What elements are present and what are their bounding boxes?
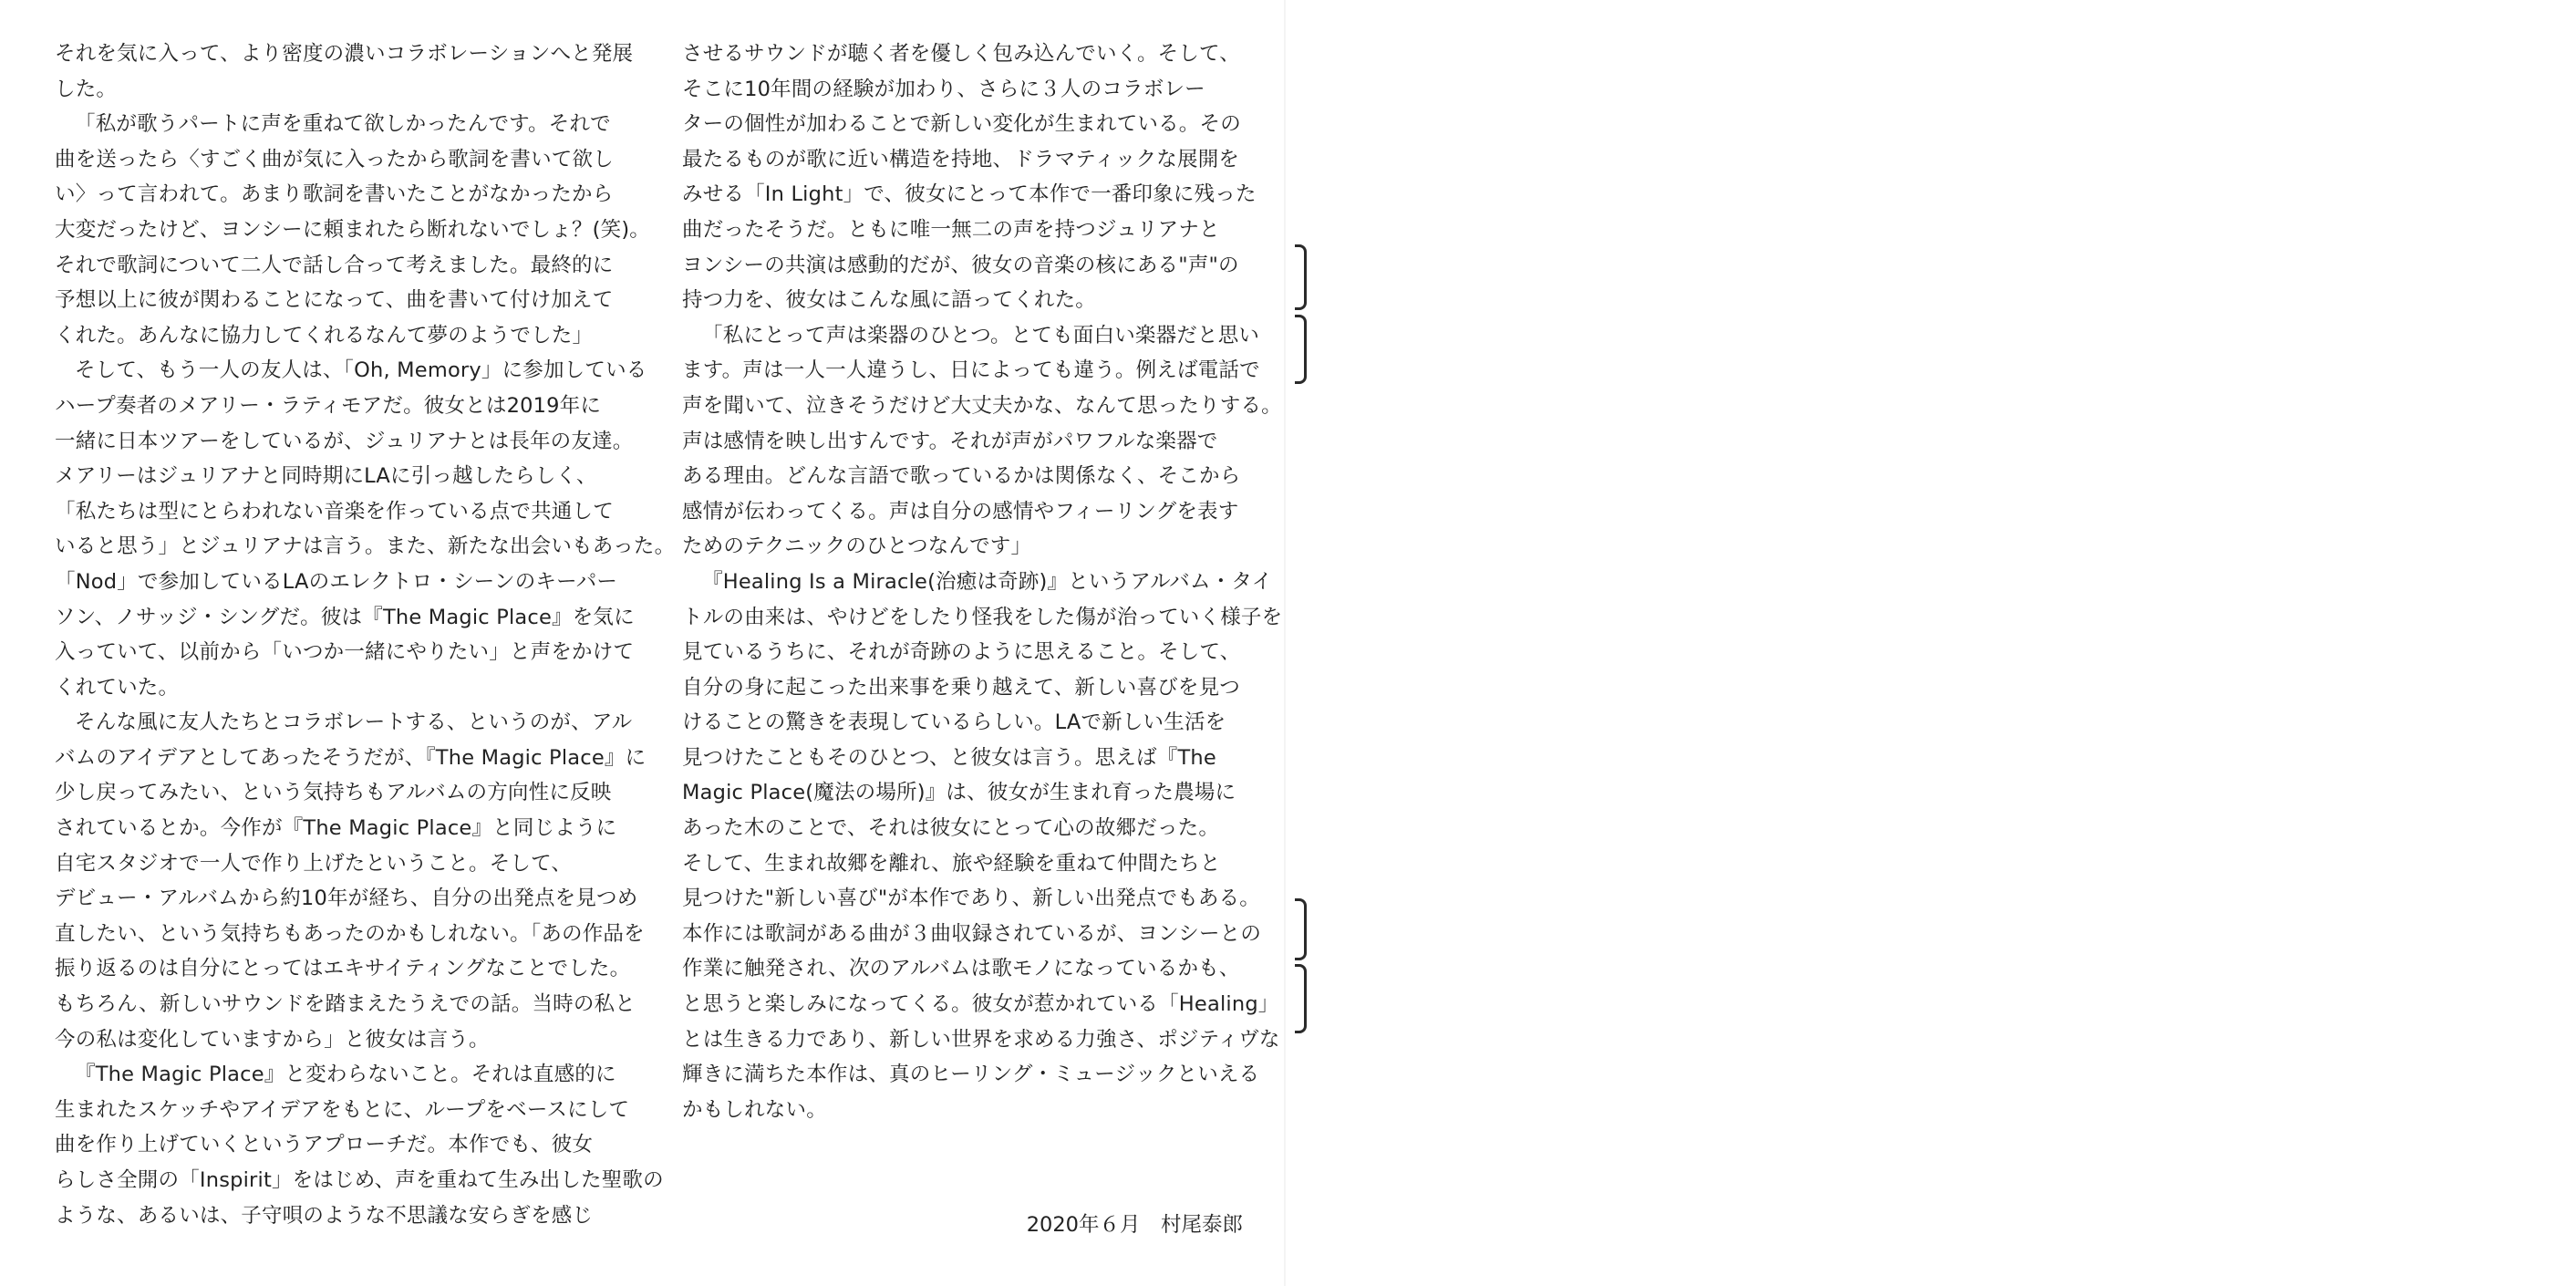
text-line: 曲を送ったら〈すごく曲が気に入ったから歌詞を書いて欲し [55, 147, 614, 171]
text-line: とは生きる力であり、新しい世界を求める力強さ、ポジティヴな [682, 1027, 1280, 1052]
text-line: 生まれたスケッチやアイデアをもとに、ループをベースにして [55, 1097, 630, 1122]
text-line: 「私が歌うパートに声を重ねて欲しかったんです。それで [75, 112, 611, 137]
text-line: トルの由来は、やけどをしたり怪我をした傷が治っていく様子を [682, 605, 1283, 629]
author-signature: 2020年６月 村尾泰郎 [1026, 1213, 1243, 1237]
text-line: 曲だったそうだ。ともに唯一無二の声を持つジュリアナと [682, 217, 1220, 242]
text-line: 本作には歌詞がある曲が３曲収録されているが、ヨンシーとの [682, 921, 1262, 946]
text-line: 見ているうちに、それが奇跡のように思えること。そして、 [682, 640, 1241, 665]
text-line: いると思う」とジュリアナは言う。また、新たな出会いもあった。 [55, 534, 676, 559]
text-line: 「私にとって声は楽器のひとつ。とても面白い楽器だと思い [702, 323, 1260, 347]
text-line: あった木のことで、それは彼女にとって心の故郷だった。 [682, 816, 1220, 841]
text-line: 「私たちは型にとらわれない音楽を作っている点で共通して [55, 499, 614, 524]
binding-staple-top-upper [1295, 244, 1307, 310]
text-line: 声は感情を映し出すんです。それが声がパワフルな楽器で [682, 429, 1218, 453]
text-line: ヨンシーの共演は感動的だが、彼女の音楽の核にある"声"の [682, 253, 1239, 277]
text-line: 声を聞いて、泣きそうだけど大丈夫かな、なんて思ったりする。 [682, 393, 1282, 418]
text-line: 輝きに満ちた本作は、真のヒーリング・ミュージックといえる [682, 1063, 1260, 1087]
text-line: そして、生まれ故郷を離れ、旅や経験を重ねて仲間たちと [682, 851, 1221, 876]
text-line: そして、もう一人の友人は、「Oh, Memory」に参加している [75, 358, 647, 383]
text-line: 大変だったけど、ヨンシーに頼まれたら断れないでしょ？(笑)。 [55, 217, 650, 242]
text-line: 感情が伝わってくる。声は自分の感情やフィーリングを表す [682, 499, 1239, 524]
text-line: 見つけた"新しい喜び"が本作であり、新しい出発点でもある。 [682, 887, 1260, 911]
text-line: 自分の身に起こった出来事を乗り越えて、新しい喜びを見つ [682, 675, 1241, 700]
text-line: 曲を作り上げていくというアプローチだ。本作でも、彼女 [55, 1133, 594, 1157]
text-line: ハープ奏者のメアリー・ラティモアだ。彼女とは2019年に [55, 393, 602, 418]
binding-staple-bottom-lower [1295, 964, 1307, 1033]
text-line: ような、あるいは、子守唄のような不思議な安らぎを感じ [55, 1203, 594, 1228]
text-line: 今の私は変化していますから」と彼女は言う。 [55, 1027, 490, 1052]
text-line: ます。声は一人一人違うし、日によっても違う。例えば電話で [682, 358, 1260, 383]
text-line: ある理由。どんな言語で歌っているかは関係なく、そこから [682, 464, 1241, 489]
text-line: 『Healing Is a Miracle(治癒は奇跡)』というアルバム・タイ [702, 569, 1273, 594]
text-line: させるサウンドが聴く者を優しく包み込んでいく。そして、 [682, 42, 1241, 66]
text-line: そこに10年間の経験が加わり、さらに３人のコラボレー [682, 77, 1205, 101]
text-line: 直したい、という気持ちもあったのかもしれない。「あの作品を [55, 921, 645, 946]
text-line: されているとか。今作が『The Magic Place』と同じように [55, 816, 617, 841]
text-line: ためのテクニックのひとつなんです」 [682, 534, 1032, 559]
text-line: もちろん、新しいサウンドを踏まえたうえでの話。当時の私と [55, 992, 636, 1017]
right-text-column [682, 36, 1309, 1127]
text-line: い〉って言われて。あまり歌詞を書いたことがなかったから [55, 182, 614, 207]
text-line: 振り返るのは自分にとってはエキサイティングなことでした。 [55, 957, 631, 981]
text-line: デビュー・アルバムから約10年が経ち、自分の出発点を見つめ [55, 887, 638, 911]
page-fold-line [1284, 0, 1286, 1286]
text-line: 「Nod」で参加しているLAのエレクトロ・シーンのキーパー [55, 569, 618, 594]
text-line: 一緒に日本ツアーをしているが、ジュリアナとは長年の友達。 [55, 429, 634, 453]
text-line: くれていた。 [55, 675, 180, 700]
text-line: 持つ力を、彼女はこんな風に語ってくれた。 [682, 288, 1097, 313]
text-line: ターの個性が加わることで新しい変化が生まれている。その [682, 112, 1241, 137]
binding-staple-top-lower [1295, 315, 1307, 384]
text-line: した。 [55, 77, 118, 101]
text-line: 作業に触発され、次のアルバムは歌モノになっているかも、 [682, 957, 1240, 981]
text-line: くれた。あんなに協力してくれるなんて夢のようでした」 [55, 323, 594, 347]
text-line: けることの驚きを表現しているらしい。LAで新しい生活を [682, 710, 1226, 735]
text-line: 最たるものが歌に近い構造を持地、ドラマティックな展開を [682, 147, 1240, 171]
text-line: 入っていて、以前から「いつか一緒にやりたい」と声をかけて [55, 640, 635, 665]
text-line: それで歌詞について二人で話し合って考えました。最終的に [55, 253, 614, 277]
text-line: Magic Place(魔法の場所)』は、彼女が生まれ育った農場に [682, 781, 1236, 805]
text-line: ソン、ノサッジ・シングだ。彼は『The Magic Place』を気に [55, 605, 635, 629]
text-line: それを気に入って、より密度の濃いコラボレーションへと発展 [55, 42, 634, 66]
text-line: 見つけたこともそのひとつ、と彼女は言う。思えば『The [682, 745, 1216, 770]
binding-staple-bottom-upper [1295, 898, 1307, 960]
text-line: バムのアイデアとしてあったそうだが、『The Magic Place』に [55, 745, 647, 770]
left-text-column [55, 36, 682, 1233]
text-line: と思うと楽しみになってくる。彼女が惹かれている「Healing」 [682, 992, 1279, 1017]
text-line: 予想以上に彼が関わることになって、曲を書いて付け加えて [55, 288, 614, 313]
text-line: 自宅スタジオで一人で作り上げたということ。そして、 [55, 851, 573, 876]
text-line: かもしれない。 [682, 1097, 827, 1122]
text-line: 少し戻ってみたい、という気持ちもアルバムの方向性に反映 [55, 781, 612, 805]
text-line: 『The Magic Place』と変わらないこと。それは直感的に [75, 1063, 616, 1087]
text-line: みせる「In Light」で、彼女にとって本作で一番印象に残った [682, 182, 1257, 207]
text-line: そんな風に友人たちとコラボレートする、というのが、アル [75, 710, 633, 735]
text-line: らしさ全開の「Inspirit」をはじめ、声を重ねて生み出した聖歌の [55, 1168, 664, 1192]
text-line: メアリーはジュリアナと同時期にLAに引っ越したらしく、 [55, 464, 597, 489]
